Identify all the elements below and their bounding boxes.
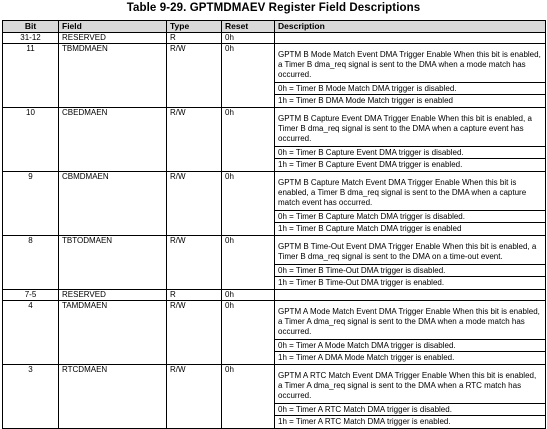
- cell-type: R: [167, 290, 222, 301]
- cell-type: R: [167, 33, 222, 44]
- table-row: [3, 108, 546, 172]
- option-disabled: 0h = Timer B Mode Match DMA trigger is disabled.: [275, 82, 545, 94]
- cell-bit: 7-5: [3, 290, 59, 301]
- cell-field: RTCDMAEN: [59, 365, 167, 429]
- description-text: GPTM A Mode Match Event DMA Trigger Enable When this bit is enabled, a Timer A dma_req signal is sent to the DMA when a mode match has occurred.: [278, 307, 540, 336]
- cell-description: [275, 365, 546, 429]
- description-text: GPTM A RTC Match Event DMA Trigger Enable When this bit is enabled, a Timer A dma_req signal is sent to the DMA when a RTC match has occurred.: [278, 371, 537, 400]
- option-disabled: 0h = Timer B Capture Match DMA trigger is disabled.: [275, 210, 545, 222]
- cell-description: [275, 44, 546, 108]
- header-description: Description: [275, 21, 546, 33]
- cell-bit: 31-12: [3, 33, 59, 44]
- table-row: [3, 290, 546, 301]
- table-row: [3, 172, 546, 236]
- table-row: [3, 33, 546, 44]
- cell-field: CBEDMAEN: [59, 108, 167, 172]
- header-field: Field: [59, 21, 167, 33]
- cell-type: R/W: [167, 172, 222, 236]
- cell-bit: 8: [3, 236, 59, 290]
- option-enabled: 1h = Timer A DMA Mode Match trigger is enabled.: [275, 351, 545, 363]
- cell-reset: 0h: [222, 108, 275, 172]
- header-type: Type: [167, 21, 222, 33]
- description-text: GPTM B Capture Event DMA Trigger Enable When this bit is enabled, a Timer B dma_req signal is sent to the DMA when a capture event has occurred.: [278, 114, 532, 143]
- cell-description: [275, 290, 546, 301]
- cell-type: R/W: [167, 236, 222, 290]
- cell-description: [275, 301, 546, 365]
- option-disabled: 0h = Timer A RTC Match DMA trigger is disabled.: [275, 403, 545, 415]
- cell-field: TBMDMAEN: [59, 44, 167, 108]
- cell-reset: 0h: [222, 172, 275, 236]
- register-field-table: [2, 20, 546, 429]
- option-disabled: 0h = Timer B Time-Out DMA trigger is disabled.: [275, 264, 545, 276]
- option-enabled: 1h = Timer A RTC Match DMA trigger is enabled.: [275, 415, 545, 427]
- cell-reset: 0h: [222, 44, 275, 108]
- cell-bit: 4: [3, 301, 59, 365]
- table-row: [3, 44, 546, 108]
- cell-reset: 0h: [222, 33, 275, 44]
- description-text: GPTM B Time-Out Event DMA Trigger Enable When this bit is enabled, a Timer B dma_req signal is sent to the DMA on a time-out event.: [278, 242, 537, 261]
- description-text: GPTM B Capture Match Event DMA Trigger Enable When this bit is enabled, a Timer B dma_req signal is sent to the DMA when a capture match event has occurred.: [278, 178, 527, 207]
- option-enabled: 1h = Timer B Capture Match DMA trigger is enabled: [275, 222, 545, 234]
- cell-reset: 0h: [222, 301, 275, 365]
- table-row: [3, 236, 546, 290]
- cell-field: TBTODMAEN: [59, 236, 167, 290]
- option-enabled: 1h = Timer B Capture Event DMA trigger is enabled.: [275, 158, 545, 170]
- header-bit: Bit: [3, 21, 59, 33]
- cell-bit: 3: [3, 365, 59, 429]
- cell-field: TAMDMAEN: [59, 301, 167, 365]
- option-disabled: 0h = Timer B Capture Event DMA trigger is disabled.: [275, 146, 545, 158]
- cell-description: [275, 172, 546, 236]
- table-row: [3, 365, 546, 429]
- cell-bit: 11: [3, 44, 59, 108]
- cell-type: R/W: [167, 44, 222, 108]
- option-enabled: 1h = Timer B Time-Out DMA trigger is enabled.: [275, 276, 545, 288]
- table-header-row: [3, 21, 546, 33]
- option-disabled: 0h = Timer A Mode Match DMA trigger is disabled.: [275, 339, 545, 351]
- table-row: [3, 301, 546, 365]
- table-title: Table 9-29. GPTMDMAEV Register Field Descriptions: [126, 2, 421, 14]
- description-text: GPTM B Mode Match Event DMA Trigger Enable When this bit is enabled, a Timer B dma_req signal is sent to the DMA when a mode match has occurred.: [278, 50, 541, 79]
- cell-reset: 0h: [222, 290, 275, 301]
- cell-field: RESERVED: [59, 290, 167, 301]
- cell-bit: 10: [3, 108, 59, 172]
- cell-field: CBMDMAEN: [59, 172, 167, 236]
- option-enabled: 1h = Timer B DMA Mode Match trigger is enabled: [275, 94, 545, 106]
- cell-type: R/W: [167, 365, 222, 429]
- cell-description: [275, 236, 546, 290]
- header-reset: Reset: [222, 21, 275, 33]
- cell-bit: 9: [3, 172, 59, 236]
- cell-reset: 0h: [222, 365, 275, 429]
- cell-description: [275, 33, 546, 44]
- cell-field: RESERVED: [59, 33, 167, 44]
- cell-type: R/W: [167, 108, 222, 172]
- cell-type: R/W: [167, 301, 222, 365]
- cell-description: [275, 108, 546, 172]
- cell-reset: 0h: [222, 236, 275, 290]
